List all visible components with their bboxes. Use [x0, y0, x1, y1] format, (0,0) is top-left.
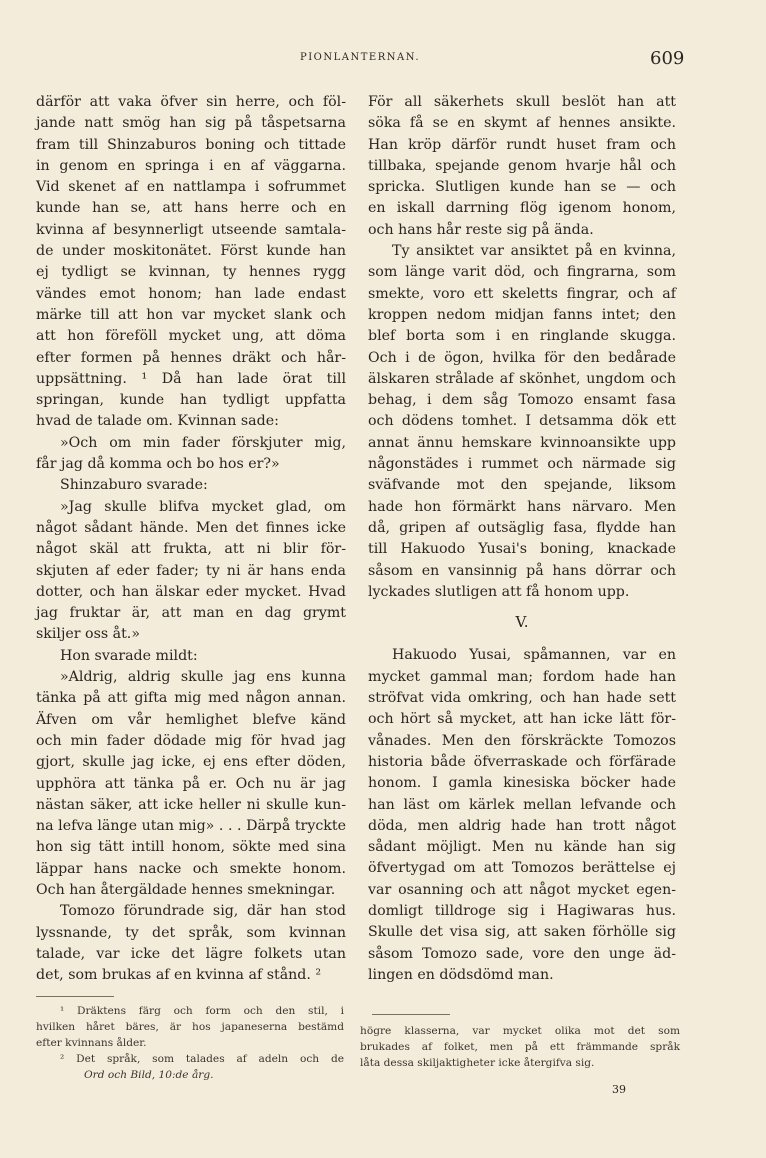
body-line: såsom Tomozo sade, vore den unge äd- — [368, 945, 676, 962]
body-line: domligt tilldroge sig i Hagiwaras hus. — [368, 902, 676, 919]
body-line: märke till att hon var mycket slank och — [36, 306, 346, 323]
body-line: efter formen på hennes dräkt och hår- — [36, 349, 346, 366]
body-line: var osanning och att något mycket egen- — [368, 881, 676, 898]
body-line: historia både öfverraskade och förfärade — [368, 753, 676, 770]
body-line: ej tydligt se kvinnan, ty hennes rygg — [36, 264, 346, 281]
body-line: som länge varit död, och fingrarna, som — [368, 264, 676, 281]
body-line: döda, men aldrig hade han trott något — [368, 817, 676, 834]
body-line: älskaren strålade af skönhet, ungdom och — [368, 370, 676, 387]
body-line: tillbaka, spejande genom hvarje hål och — [368, 157, 676, 174]
body-line: uppsättning. ¹ Då han lade örat till — [36, 370, 346, 387]
body-line: gjort, skulle jag icke, ej ens efter döden, — [36, 754, 346, 771]
body-line: någonstädes i rummet och närmade sig — [368, 456, 676, 473]
footnote-line: högre klasserna, var mycket olika mot det som — [360, 1025, 680, 1037]
body-line: söka få se en skymt af hennes ansikte. — [368, 115, 676, 132]
body-line: de under moskitonätet. Först kunde han — [36, 243, 346, 260]
printer-signature: 39 — [612, 1083, 626, 1096]
body-line: behag, i dem såg Tomozo ensamt fasa — [368, 392, 676, 409]
body-line: kvinna af besynnerligt utseende samtala- — [36, 221, 346, 238]
body-line: Äfven om vår hemlighet blefve känd — [36, 711, 346, 728]
body-line: vånades. Men den förskräckte Tomozos — [368, 732, 676, 749]
body-line: skiljer oss åt.» — [36, 626, 141, 643]
body-line: något sådant hände. Men det finnes icke — [36, 519, 346, 536]
body-line: »Och om min fader förskjuter mig, — [60, 434, 346, 451]
footnote-line: ¹ Dräktens färg och form och den stil, i — [60, 1005, 344, 1017]
body-line: dotter, och han älskar eder mycket. Hvad — [36, 583, 346, 600]
body-line: och dödens tomhet. I detsamma dök ett — [368, 413, 676, 430]
body-line: Och i de ögon, hvilka för den bedårade — [368, 349, 676, 366]
body-line: och min fader dödade mig för hvad jag — [36, 732, 346, 749]
body-line: kroppen nedom midjan fanns intet; den — [368, 306, 676, 323]
body-line: han läst om kärlek mellan lefvande och — [368, 796, 676, 813]
body-line: spricka. Slutligen kunde han se — och — [368, 179, 676, 196]
body-line: det, som brukas af en kvinna af stånd. ² — [36, 967, 322, 984]
body-line: och hört så mycket, att han icke lätt för- — [368, 711, 676, 728]
body-line: Shinzaburo svarade: — [60, 477, 208, 494]
right-column — [368, 92, 676, 986]
body-line: kunde han se, att hans herre och en — [36, 200, 346, 217]
body-line: då, gripen af outsäglig fasa, flydde han — [368, 519, 676, 536]
body-line: lyssnande, ty det språk, som kvinnan — [36, 924, 346, 941]
body-line: fram till Shinzaburos boning och tittade — [36, 136, 346, 153]
page-number: 609 — [650, 48, 685, 69]
body-line: och hans hår reste sig på ända. — [368, 221, 594, 238]
left-column — [36, 92, 346, 986]
footnote-line: brukades af folket, men på ett främmande språk — [360, 1041, 680, 1053]
body-line: För all säkerhets skull beslöt han att — [368, 94, 676, 110]
body-line: Tomozo förundrade sig, där han stod — [60, 903, 346, 920]
footnote-divider-right — [372, 1014, 450, 1015]
body-line: smekte, voro ett skeletts fingrar, och af — [368, 285, 676, 302]
body-line: får jag då komma och bo hos er?» — [36, 456, 280, 473]
body-line: Han kröp därför rundt huset fram och — [368, 136, 676, 153]
body-line: sådant möjligt. Men nu kände han sig — [368, 839, 676, 856]
body-line: såsom en vansinnig på hans dörrar och — [368, 562, 676, 579]
body-line: talade, var icke det lägre folkets utan — [36, 945, 346, 962]
footnote-line: efter kvinnans ålder. — [36, 1037, 147, 1049]
body-line: nästan säker, att icke heller ni skulle kun- — [36, 796, 346, 813]
body-line: mycket gammal man; fordom hade han — [368, 668, 676, 685]
body-line: Vid skenet af en nattlampa i sofrummet — [36, 179, 346, 196]
body-line: honom. I gamla kinesiska böcker hade — [368, 775, 676, 792]
footnote-divider — [36, 996, 114, 997]
body-line: hade hon förmärkt hans närvaro. Men — [368, 498, 676, 515]
footnotes-right — [360, 1023, 680, 1071]
footnote-line: ² Det språk, som talades af adeln och de — [60, 1053, 344, 1065]
body-line: upphöra att tänka på er. Och nu är jag — [36, 775, 346, 792]
body-line: springan, kunde han tydligt uppfatta — [36, 392, 346, 409]
body-line: in genom en springa i en af väggarna. — [36, 157, 346, 174]
body-line: sväfvande mot den spejande, liksom — [368, 477, 676, 494]
body-line: en iskall darrning flög igenom honom, — [368, 200, 676, 217]
body-line: läppar hans nacke och smekte honom. — [36, 860, 346, 877]
body-line: Och han återgäldade hennes smekningar. — [36, 881, 336, 898]
body-line: till Hakuodo Yusai's boning, knackade — [368, 541, 676, 558]
body-line: »Jag skulle blifva mycket glad, om — [60, 498, 346, 515]
footnote-line: låta dessa skiljaktigheter icke återgifva sig. — [360, 1057, 595, 1069]
body-line: Ty ansiktet var ansiktet på en kvinna, — [392, 243, 676, 260]
body-line: vändes emot honom; han lade endast — [36, 285, 346, 302]
body-line: därför att vaka öfver sin herre, och föl- — [36, 94, 346, 110]
body-line: lingen en dödsdömd man. — [368, 966, 554, 983]
body-line: blef borta som i en ringlande skugga. — [368, 328, 676, 345]
body-line: jag fruktar är, att man en dag grymt — [36, 605, 346, 622]
body-line: »Aldrig, aldrig skulle jag ens kunna — [60, 669, 346, 686]
body-line: lyckades slutligen att få honom upp. — [368, 583, 630, 600]
body-line: hon sig tätt intill honom, sökte med sina — [36, 839, 346, 856]
body-line: jande natt smög han sig på tåspetsarna — [36, 115, 346, 132]
running-title: PIONLANTERNAN. — [300, 52, 420, 63]
body-line: annat ännu hemskare kvinnoansikte upp — [368, 434, 676, 451]
body-line: hvad de talade om. Kvinnan sade: — [36, 413, 279, 430]
body-line: något skäl att frukta, att ni blir för- — [36, 541, 346, 558]
body-line: Skulle det visa sig, att saken förhölle sig — [368, 924, 676, 941]
body-line: ströfvat vida omkring, och han hade sett — [368, 690, 676, 707]
body-line: skjuten af eder fader; ty ni är hans enda — [36, 562, 346, 579]
footnotes-left — [36, 1003, 344, 1083]
footnote-source: Ord och Bild, 10:de årg. — [84, 1069, 214, 1081]
body-line: na lefva länge utan mig» . . . Därpå tryckte — [36, 818, 346, 835]
body-line: Hon svarade mildt: — [60, 647, 198, 664]
body-line: att hon föreföll mycket ung, att döma — [36, 328, 346, 345]
footnote-line: hvilken håret bäres, är hos japaneserna bestämd — [36, 1021, 344, 1033]
body-line: öfvertygad om att Tomozos berättelse ej — [368, 860, 676, 877]
section-heading: V. — [515, 613, 529, 632]
body-line: Hakuodo Yusai, spåmannen, var en — [392, 647, 676, 664]
body-line: tänka på att gifta mig med någon annan. — [36, 690, 346, 707]
